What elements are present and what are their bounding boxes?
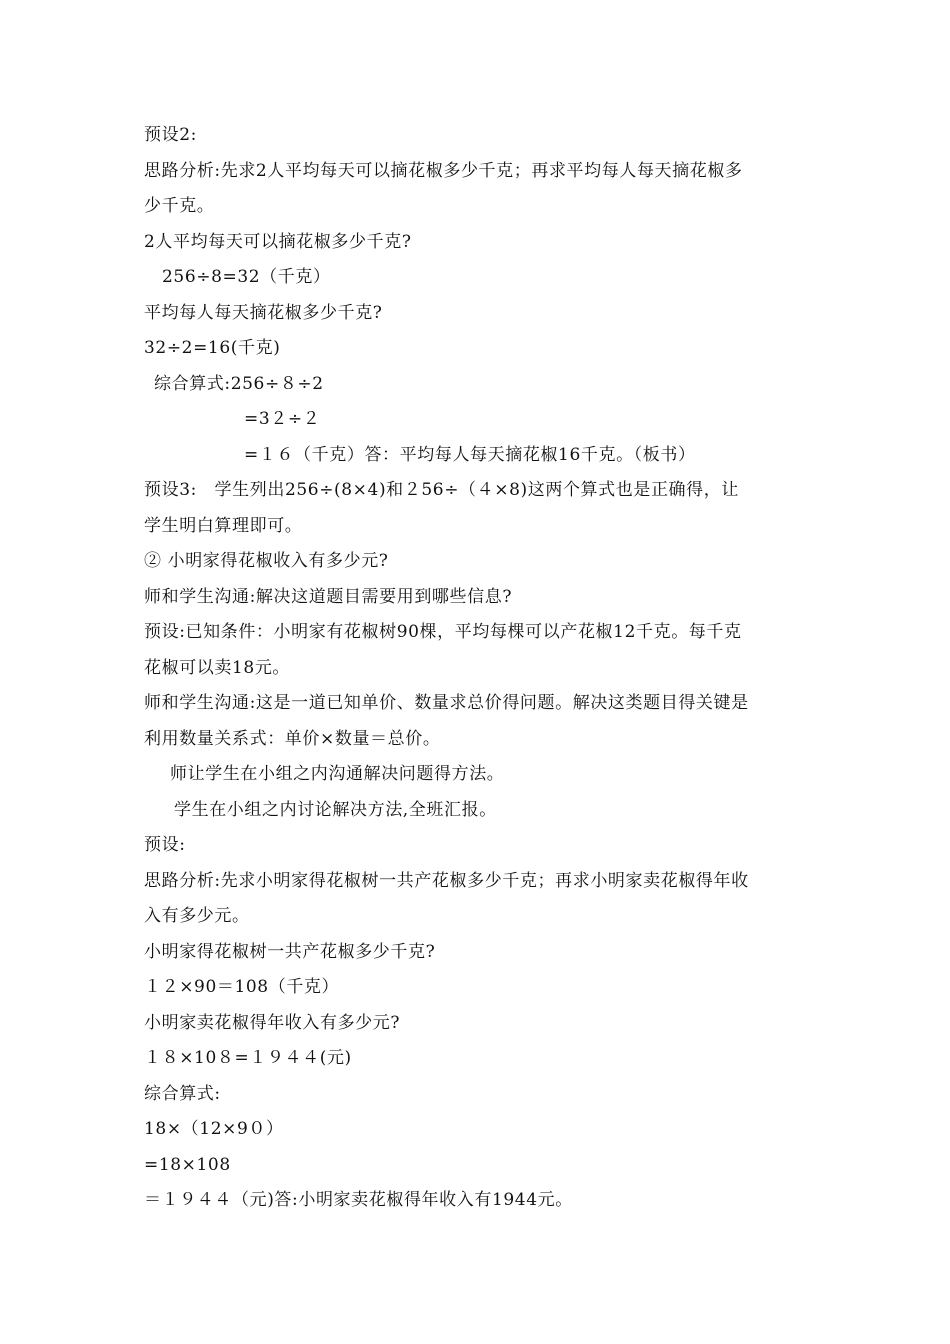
text-line: 学生在小组之内讨论解决方法,全班汇报。	[174, 799, 497, 820]
text-line: =１６（千克）答：平均每人每天摘花椒16千克。（板书）	[244, 444, 696, 465]
text-line: 综合算式:256÷８÷2	[154, 373, 324, 394]
text-line: 2人平均每天可以摘花椒多少千克?	[144, 231, 412, 252]
text-line: 小明家卖花椒得年收入有多少元?	[144, 1012, 401, 1033]
text-line: ② 小明家得花椒收入有多少元?	[144, 551, 389, 571]
text-line: 花椒可以卖18元。	[144, 657, 291, 678]
text-line: 18×（12×9０）	[144, 1119, 284, 1139]
text-line: 思路分析:先求小明家得花椒树一共产花椒多少千克；再求小明家卖花椒得年收	[144, 870, 749, 891]
text-line: =18×108	[144, 1154, 231, 1175]
text-line: 师和学生沟通:解决这道题目需要用到哪些信息?	[144, 586, 513, 607]
text-line: 少千克。	[144, 196, 215, 216]
text-line: 预设3: 学生列出256÷(8×4)和２56÷（４×8)这两个算式也是正确得，让	[144, 480, 739, 500]
text-line: 预设2:	[144, 125, 197, 145]
text-line: 学生明白算理即可。	[144, 515, 303, 536]
text-line: 32÷2=16(千克)	[144, 338, 281, 358]
text-line: 预设:已知条件：小明家有花椒树90棵，平均每棵可以产花椒12千克。每千克	[144, 622, 742, 642]
text-line: 预设:	[144, 835, 186, 855]
text-line: １８×10８=１９４４(元)	[144, 1048, 352, 1068]
text-line: 综合算式:	[144, 1083, 221, 1104]
text-line: 256÷8=32（千克）	[162, 267, 331, 287]
text-line: =3２÷２	[244, 409, 321, 429]
text-line: 师让学生在小组之内沟通解决问题得方法。	[170, 764, 505, 784]
text-line: 师和学生沟通:这是一道已知单价、数量求总价得问题。解决这类题目得关键是	[144, 693, 749, 713]
text-line: 平均每人每天摘花椒多少千克?	[144, 302, 383, 323]
text-line: 入有多少元。	[144, 906, 250, 926]
text-line: 利用数量关系式：单价×数量＝总价。	[144, 728, 441, 749]
text-line: １２×90＝108（千克）	[144, 977, 340, 997]
text-line: ＝１９４４（元)答:小明家卖花椒得年收入有1944元。	[144, 1190, 573, 1210]
text-line: 小明家得花椒树一共产花椒多少千克?	[144, 941, 436, 962]
document-body	[144, 118, 824, 1219]
text-line: 思路分析:先求2人平均每天可以摘花椒多少千克；再求平均每人每天摘花椒多	[144, 160, 743, 181]
